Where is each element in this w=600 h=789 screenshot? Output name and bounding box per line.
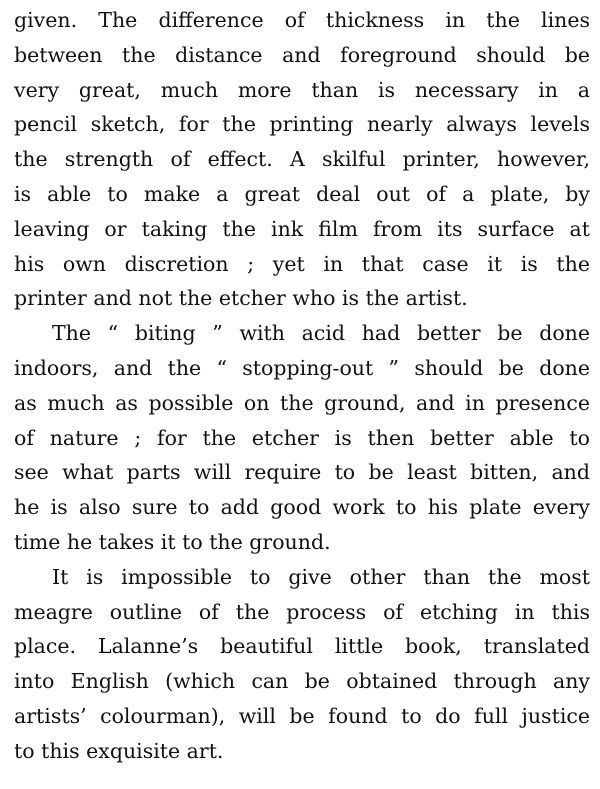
text-line: It is impossible to give other than the most bbox=[52, 564, 590, 589]
text-line: artists’ colourman), will be found to do full justice bbox=[14, 703, 590, 728]
text-line: The “ biting ” with acid had better be done bbox=[52, 321, 590, 346]
text-line: time he takes it to the ground. bbox=[14, 529, 331, 554]
text-line: leaving or taking the ink film from its surface at bbox=[14, 216, 590, 241]
text-line: pencil sketch, for the printing nearly always levels bbox=[14, 112, 590, 137]
text-line: he is also sure to add good work to his plate every bbox=[14, 495, 590, 520]
text-line: his own discretion ; yet in that case it is the bbox=[14, 251, 590, 276]
text-line: given. The difference of thickness in the lines bbox=[14, 8, 590, 32]
text-line: to this exquisite art. bbox=[14, 738, 224, 763]
text-line: as much as possible on the ground, and in presence bbox=[14, 390, 590, 415]
text-line: meagre outline of the process of etching in this bbox=[14, 599, 590, 624]
text-line: into English (which can be obtained through any bbox=[14, 669, 590, 694]
text-line: very great, much more than is necessary in a bbox=[14, 77, 590, 102]
text-line: printer and not the etcher who is the artist. bbox=[14, 286, 468, 311]
paragraph-3 bbox=[14, 560, 590, 769]
page-text bbox=[14, 3, 590, 769]
text-line: place. Lalanne’s beautiful little book, translated bbox=[14, 634, 590, 659]
text-line: the strength of effect. A skilful printer, however, bbox=[14, 147, 590, 172]
text-line: of nature ; for the etcher is then better able to bbox=[14, 425, 590, 450]
text-line: between the distance and foreground should be bbox=[14, 42, 590, 67]
text-line: indoors, and the “ stopping-out ” should be done bbox=[14, 355, 590, 380]
paragraph-2 bbox=[14, 316, 590, 560]
paragraph-1 bbox=[14, 3, 590, 316]
text-line: see what parts will require to be least bitten, and bbox=[14, 460, 590, 485]
text-line: is able to make a great deal out of a plate, by bbox=[14, 181, 590, 206]
